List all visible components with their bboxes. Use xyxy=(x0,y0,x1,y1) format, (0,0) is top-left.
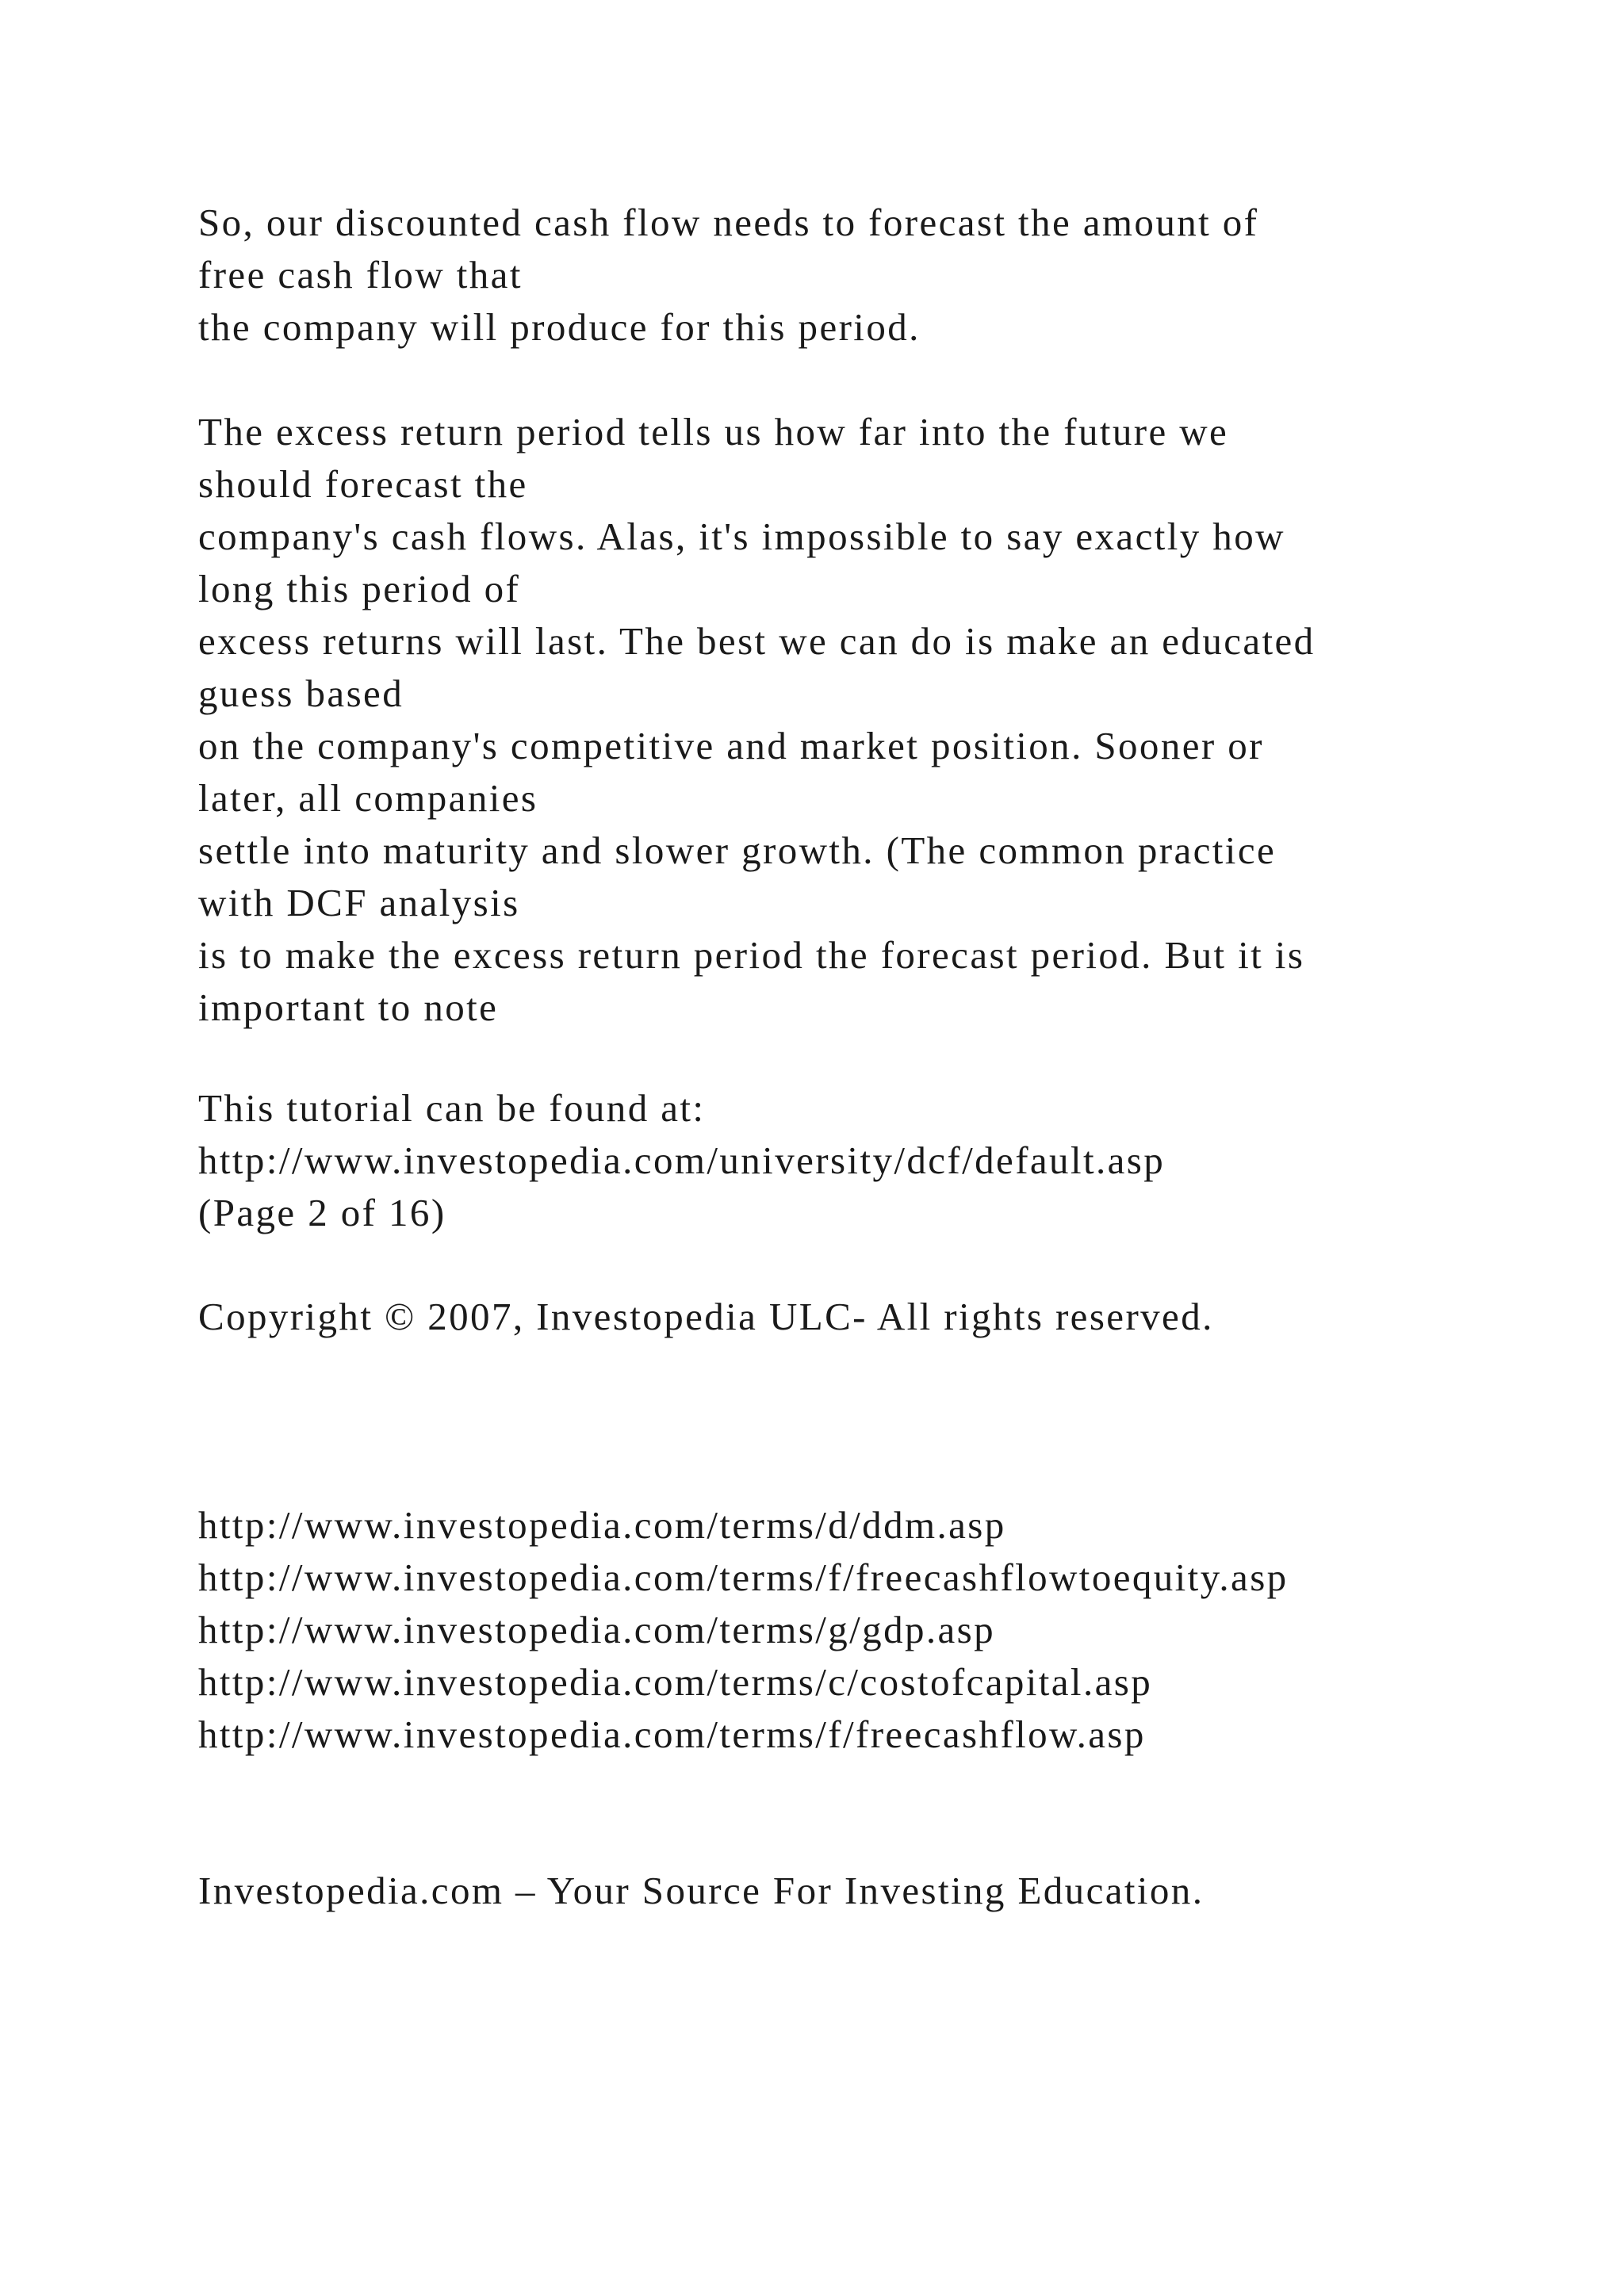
reference-links xyxy=(198,1499,1507,1761)
page-indicator: (Page 2 of 16) xyxy=(198,1191,446,1234)
reference-link-cost-of-capital[interactable]: http://www.investopedia.com/terms/c/costofcapital.asp xyxy=(198,1660,1153,1704)
text-line: The excess return period tells us how far into the future we xyxy=(198,410,1229,453)
tutorial-source xyxy=(198,1082,1507,1239)
text-line: settle into maturity and slower growth. (The common practice xyxy=(198,828,1277,872)
text-line: free cash flow that xyxy=(198,253,523,297)
copyright-text: Copyright © 2007, Investopedia ULC- All rights reserved. xyxy=(198,1295,1214,1338)
reference-link-free-cash-flow[interactable]: http://www.investopedia.com/terms/f/freecashflow.asp xyxy=(198,1712,1146,1756)
text-line: on the company's competitive and market position. Sooner or xyxy=(198,724,1264,767)
reference-link-gdp[interactable]: http://www.investopedia.com/terms/g/gdp.asp xyxy=(198,1608,996,1651)
text-line: guess based xyxy=(198,672,404,715)
source-label: This tutorial can be found at: xyxy=(198,1086,706,1130)
tagline-text: Investopedia.com – Your Source For Investing Education. xyxy=(198,1869,1205,1912)
text-line: with DCF analysis xyxy=(198,881,520,924)
text-line: excess returns will last. The best we can do is make an educated xyxy=(198,619,1316,663)
footer-tagline xyxy=(198,1865,1507,1917)
reference-link-ddm[interactable]: http://www.investopedia.com/terms/d/ddm.asp xyxy=(198,1503,1006,1547)
text-line: should forecast the xyxy=(198,462,528,506)
text-line: the company will produce for this period. xyxy=(198,305,921,349)
paragraph-forecast-free-cash-flow xyxy=(198,197,1507,354)
text-line: long this period of xyxy=(198,567,521,610)
source-url-link[interactable]: http://www.investopedia.com/university/dcf/default.asp xyxy=(198,1138,1166,1182)
text-line: later, all companies xyxy=(198,776,538,820)
text-line: company's cash flows. Alas, it's impossible to say exactly how xyxy=(198,515,1285,558)
copyright-notice xyxy=(198,1291,1507,1343)
text-line: So, our discounted cash flow needs to forecast the amount of xyxy=(198,201,1259,244)
reference-link-fcfe[interactable]: http://www.investopedia.com/terms/f/freecashflowtoequity.asp xyxy=(198,1556,1289,1599)
text-line: is to make the excess return period the forecast period. But it is xyxy=(198,933,1305,977)
text-line: important to note xyxy=(198,985,499,1029)
paragraph-excess-return-period xyxy=(198,406,1507,1034)
